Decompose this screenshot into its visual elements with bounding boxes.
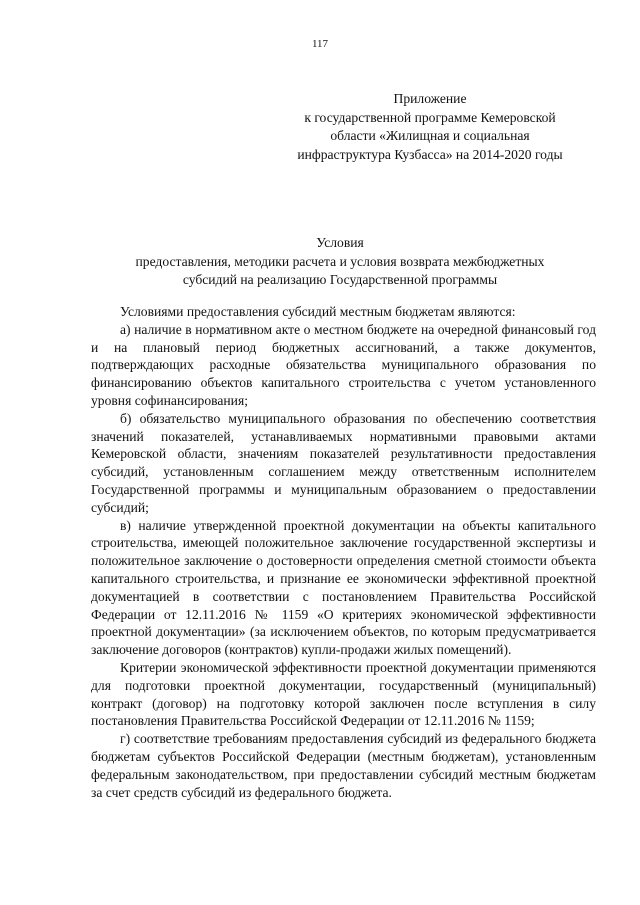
appendix-header (260, 90, 600, 164)
appendix-line-3: области «Жилищная и социальная (330, 128, 530, 143)
title-line-3: субсидий на реализацию Государственной программы (182, 272, 498, 287)
title-line-2: предоставления, методики расчета и условия возврата межбюджетных (135, 253, 545, 269)
appendix-line-4: инфраструктура Кузбасса» на 2014-2020 годы (297, 146, 563, 162)
paragraph-a: а) наличие в нормативном акте о местном бюджете на очередной финансовый год и на плановый период бюджетных ассигнований, а также документов, подтверждающих расходные обязательства муниципального образования по финансированию объектов капитального строительства с учетом установленного уровня софинансирования; (91, 321, 596, 408)
title-line-1: Условия (316, 235, 364, 250)
paragraph-criteria: Критерии экономической эффективности проектной документации применяются для подготовки проектной документации, государственный (муниципальный) контракт (договор) на подготовку которой заключен после вступления в силу постановления Правительства Российской Федерации от 12.11.2016 № 1159; (91, 659, 596, 729)
body-text (91, 303, 596, 801)
paragraph-b: б) обязательство муниципального образования по обеспечению соответствия значений показателей, устанавливаемых нормативными правовыми актами Кемеровской области, значениям показателей результативности предоставления субсидий, установленным соглашением между ответственным исполнителем Государственной программы и муниципальным образованием о предоставлении субсидий; (91, 410, 596, 515)
appendix-line-1: Приложение (393, 91, 467, 106)
paragraph-v: в) наличие утвержденной проектной документации на объекты капитального строительства, имеющей положительное заключение государственной экспертизы и положительное заключение о достоверности определения сметной стоимости объекта капитального строительства, и признание ее экономически эффективной проектной документацией в соответствии с постановлением Правительства Российской Федерации от 12.11.2016 № 1159 «О критериях экономической эффективности проектной документации» (за исключением объектов, по которым предусматривается заключение договоров (контрактов) купли-продажи жилых помещений). (91, 517, 596, 658)
document-title (70, 234, 610, 290)
page-number: 117 (311, 38, 329, 50)
paragraph-g: г) соответствие требованиям предоставления субсидий из федерального бюджета бюджетам субъектов Российской Федерации (местным бюджетам), установленным федеральным законодательством, при предоставлении субсидий местным бюджетам за счет средств субсидий из федерального бюджета. (91, 731, 596, 800)
paragraph-intro: Условиями предоставления субсидий местным бюджетам являются: (120, 304, 516, 319)
appendix-line-2: к государственной программе Кемеровской (304, 109, 556, 125)
